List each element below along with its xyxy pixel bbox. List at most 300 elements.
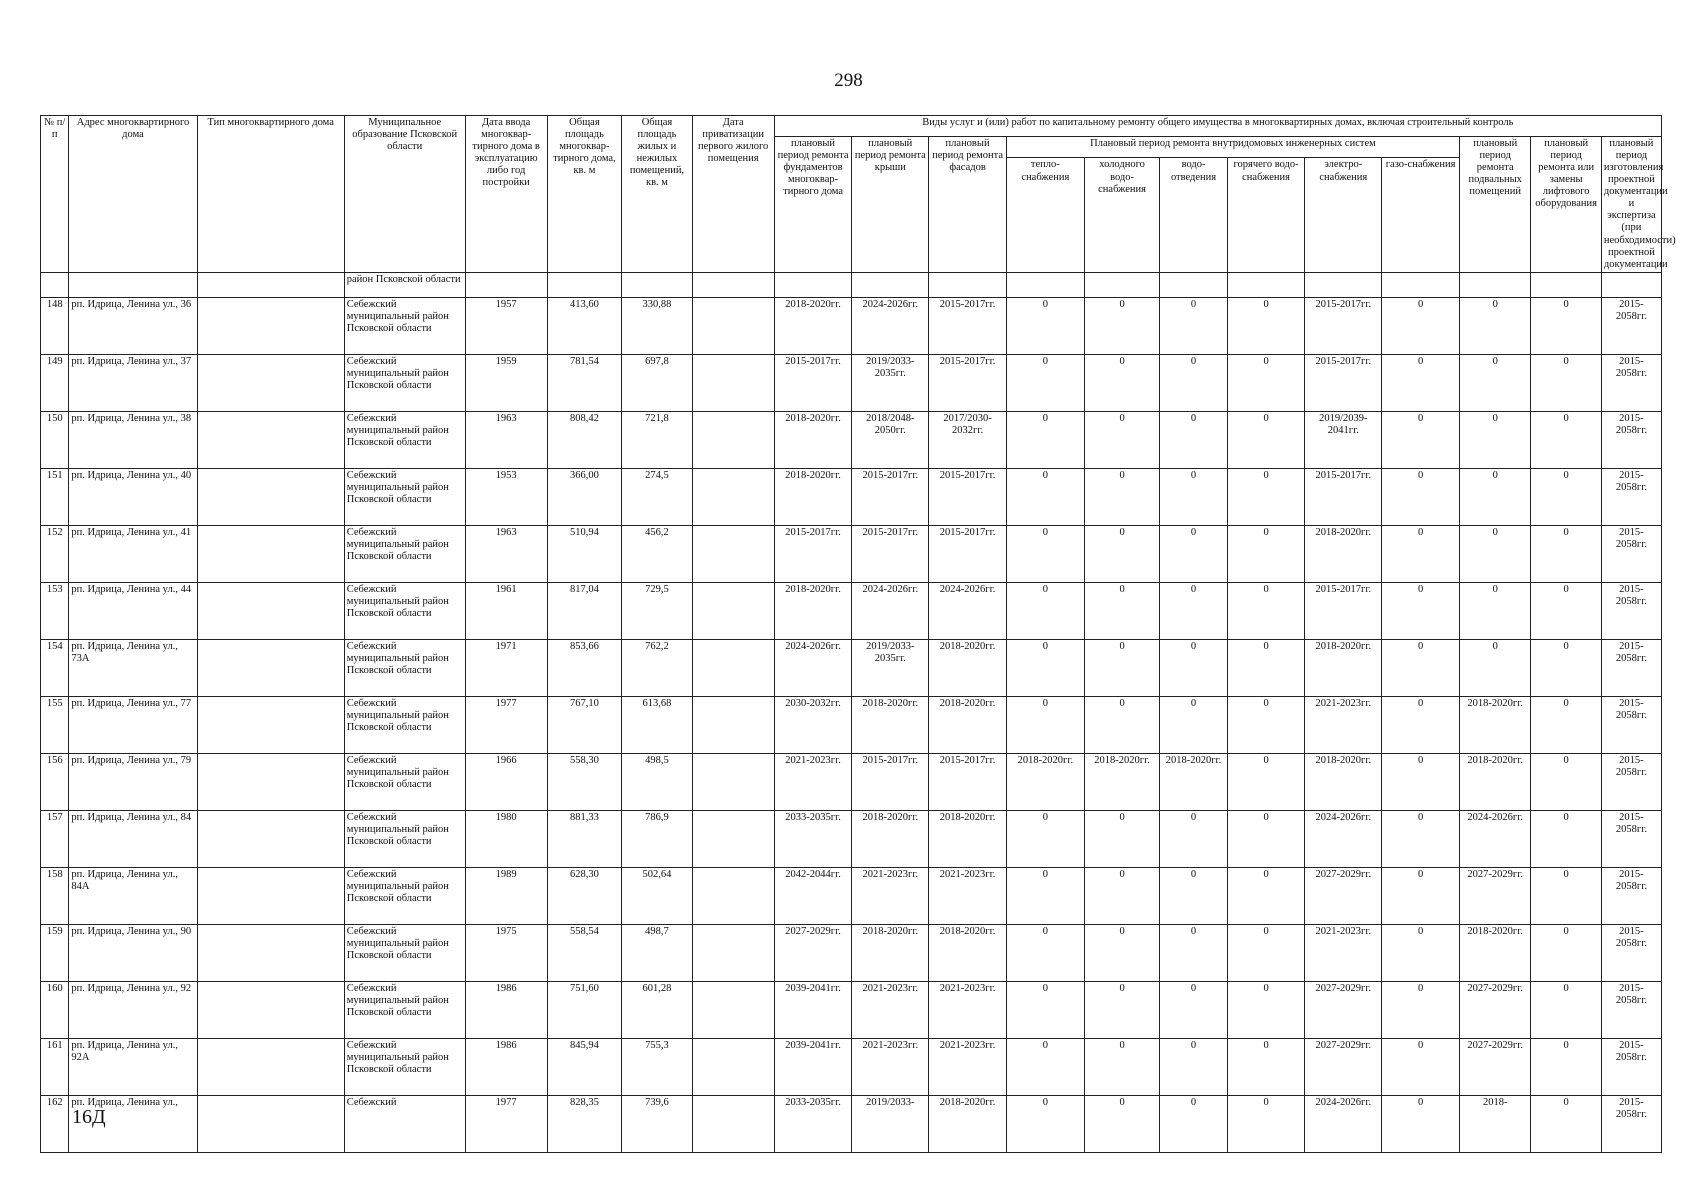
cell-sewer: 0 xyxy=(1160,468,1227,525)
cell-gas: 0 xyxy=(1382,354,1460,411)
table-row xyxy=(41,981,1662,1038)
table-body xyxy=(41,272,1662,1152)
cell-design: 2015-2058гг. xyxy=(1601,297,1661,354)
table-row xyxy=(41,525,1662,582)
cell-design: 2015-2058гг. xyxy=(1601,1095,1661,1152)
cell-privatization xyxy=(692,1038,774,1095)
cell-basement: 2018-2020гг. xyxy=(1459,924,1530,981)
header-date: Дата ввода многоквар-тирного дома в эксплуатацию либо год постройки xyxy=(465,116,547,273)
cell-gas: 0 xyxy=(1382,696,1460,753)
cell-heat: 0 xyxy=(1006,981,1084,1038)
cell-gas: 0 xyxy=(1382,981,1460,1038)
cell-facade: 2015-2017гг. xyxy=(929,468,1007,525)
table-row xyxy=(41,639,1662,696)
header-engineering: Плановый период ремонта внутридомовых инженерных систем xyxy=(1006,137,1459,158)
cell-elevator: 0 xyxy=(1531,810,1601,867)
cell-electric: 2015-2017гг. xyxy=(1305,468,1382,525)
cell-basement: 0 xyxy=(1459,297,1530,354)
cell-type xyxy=(197,924,344,981)
cell-roof: 2015-2017гг. xyxy=(852,525,929,582)
header-design: плановый период изготовления проектной документации и экспертиза (при необходимости) проектной документации xyxy=(1601,137,1661,273)
cell-facade: 2015-2017гг. xyxy=(929,525,1007,582)
cell-facade: 2015-2017гг. xyxy=(929,753,1007,810)
cell-elevator: 0 xyxy=(1531,582,1601,639)
cell-municipality: Себежский муниципальный район Псковской области xyxy=(344,411,465,468)
cell-sewer: 0 xyxy=(1160,297,1227,354)
cell-electric: 2015-2017гг. xyxy=(1305,354,1382,411)
cell-basement: 0 xyxy=(1459,354,1530,411)
header-heat: тепло-снабжения xyxy=(1006,158,1084,272)
table-row xyxy=(41,1095,1662,1152)
cell-address: рп. Идрица, Ленина ул., 84 xyxy=(69,810,197,867)
cell-municipality: Себежский муниципальный район Псковской области xyxy=(344,753,465,810)
header-electric: электро-снабжения xyxy=(1305,158,1382,272)
cell-area-living: 601,28 xyxy=(622,981,692,1038)
cell-electric: 2027-2029гг. xyxy=(1305,1038,1382,1095)
cell-electric: 2021-2023гг. xyxy=(1305,924,1382,981)
cell-num: 159 xyxy=(41,924,69,981)
cell-address: рп. Идрица, Ленина ул., 92 xyxy=(69,981,197,1038)
cell-privatization xyxy=(692,924,774,981)
cell-num: 153 xyxy=(41,582,69,639)
cell-privatization xyxy=(692,1095,774,1152)
table-row xyxy=(41,1038,1662,1095)
cell-privatization xyxy=(692,981,774,1038)
cell-heat: 0 xyxy=(1006,1038,1084,1095)
cell-basement: 0 xyxy=(1459,468,1530,525)
cell-cold-water: 0 xyxy=(1084,582,1160,639)
cell-municipality: Себежский муниципальный район Псковской области xyxy=(344,981,465,1038)
cell-area-total: 767,10 xyxy=(547,696,622,753)
cell-type xyxy=(197,411,344,468)
cell-date: 1961 xyxy=(465,582,547,639)
cell-num: 154 xyxy=(41,639,69,696)
cell-area-total: 817,04 xyxy=(547,582,622,639)
cell-address: рп. Идрица, Ленина ул., 36 xyxy=(69,297,197,354)
cell-date: 1986 xyxy=(465,1038,547,1095)
cell-gas: 0 xyxy=(1382,297,1460,354)
cell-date: 1977 xyxy=(465,696,547,753)
cell-roof: 2018/2048-2050гг. xyxy=(852,411,929,468)
cell-roof: 2024-2026гг. xyxy=(852,297,929,354)
cell-hot-water: 0 xyxy=(1227,981,1305,1038)
cell-hot-water: 0 xyxy=(1227,867,1305,924)
cell-address: рп. Идрица, Ленина ул., 77 xyxy=(69,696,197,753)
cell-municipality: Себежский муниципальный район Псковской области xyxy=(344,810,465,867)
cell-sewer: 0 xyxy=(1160,1095,1227,1152)
cell-basement: 2018- xyxy=(1459,1095,1530,1152)
cell-roof: 2018-2020гг. xyxy=(852,924,929,981)
header-facade: плановый период ремонта фасадов xyxy=(929,137,1007,273)
cell-type xyxy=(197,297,344,354)
cell-type xyxy=(197,981,344,1038)
cell-hot-water: 0 xyxy=(1227,354,1305,411)
cell-design: 2015-2058гг. xyxy=(1601,411,1661,468)
cell-privatization xyxy=(692,753,774,810)
cell-address: рп. Идрица, Ленина ул., 41 xyxy=(69,525,197,582)
cell-area-living: 739,6 xyxy=(622,1095,692,1152)
cell-facade: 2018-2020гг. xyxy=(929,810,1007,867)
cell-cold-water: 0 xyxy=(1084,810,1160,867)
cell-date: 1986 xyxy=(465,981,547,1038)
cell-gas: 0 xyxy=(1382,924,1460,981)
cell-privatization xyxy=(692,867,774,924)
cell-num: 155 xyxy=(41,696,69,753)
cell-area-total: 828,35 xyxy=(547,1095,622,1152)
cell-elevator: 0 xyxy=(1531,525,1601,582)
cell-gas: 0 xyxy=(1382,639,1460,696)
cell-design: 2015-2058гг. xyxy=(1601,1038,1661,1095)
cell-hot-water: 0 xyxy=(1227,753,1305,810)
cell-sewer: 2018-2020гг. xyxy=(1160,753,1227,810)
cell-cold-water: 0 xyxy=(1084,1095,1160,1152)
cell-basement: 0 xyxy=(1459,525,1530,582)
cell-cold-water: 0 xyxy=(1084,1038,1160,1095)
cell-cold-water: 0 xyxy=(1084,981,1160,1038)
cell-design: 2015-2058гг. xyxy=(1601,867,1661,924)
cell-basement: 2018-2020гг. xyxy=(1459,696,1530,753)
cell-design: 2015-2058гг. xyxy=(1601,354,1661,411)
cell-facade: 2021-2023гг. xyxy=(929,867,1007,924)
cell-design: 2015-2058гг. xyxy=(1601,753,1661,810)
cell-heat: 0 xyxy=(1006,810,1084,867)
table-row xyxy=(41,924,1662,981)
header-area-total: Общая площадь многоквар-тирного дома, кв. м xyxy=(547,116,622,273)
cell-type xyxy=(197,1095,344,1152)
cell-roof: 2018-2020гг. xyxy=(852,810,929,867)
cell-sewer: 0 xyxy=(1160,924,1227,981)
header-elevator: плановый период ремонта или замены лифтового оборудования xyxy=(1531,137,1601,273)
cell-area-living: 330,88 xyxy=(622,297,692,354)
cell-area-total: 413,60 xyxy=(547,297,622,354)
cell-type xyxy=(197,582,344,639)
cell-heat: 0 xyxy=(1006,639,1084,696)
cell-area-total: 510,94 xyxy=(547,525,622,582)
cell-electric: 2018-2020гг. xyxy=(1305,753,1382,810)
cell-elevator: 0 xyxy=(1531,468,1601,525)
cell-type xyxy=(197,1038,344,1095)
cell-facade: 2018-2020гг. xyxy=(929,696,1007,753)
cell-roof: 2019/2033-2035гг. xyxy=(852,639,929,696)
cell-hot-water: 0 xyxy=(1227,810,1305,867)
cell-area-living: 755,3 xyxy=(622,1038,692,1095)
cell-elevator: 0 xyxy=(1531,411,1601,468)
cell-gas: 0 xyxy=(1382,468,1460,525)
cell-roof: 2015-2017гг. xyxy=(852,468,929,525)
cell-privatization xyxy=(692,354,774,411)
cell-design: 2015-2058гг. xyxy=(1601,468,1661,525)
cell-sewer: 0 xyxy=(1160,525,1227,582)
cell-municipality: Себежский муниципальный район Псковской области xyxy=(344,354,465,411)
header-privatization: Дата приватизации первого жилого помещения xyxy=(692,116,774,273)
cell-cold-water: 0 xyxy=(1084,354,1160,411)
header-foundation: плановый период ремонта фундаментов многоквар-тирного дома xyxy=(774,137,852,273)
cell-privatization xyxy=(692,639,774,696)
cell-foundation: 2018-2020гг. xyxy=(774,411,852,468)
cell-design: 2015-2058гг. xyxy=(1601,924,1661,981)
cell-foundation: 2015-2017гг. xyxy=(774,354,852,411)
cell-heat: 0 xyxy=(1006,867,1084,924)
cell-basement: 2024-2026гг. xyxy=(1459,810,1530,867)
cell-hot-water: 0 xyxy=(1227,639,1305,696)
cell-sewer: 0 xyxy=(1160,639,1227,696)
cell-roof: 2015-2017гг. xyxy=(852,753,929,810)
header-works: Виды услуг и (или) работ по капитальному ремонту общего имущества в многоквартирных домах, включая строительный контроль xyxy=(774,116,1661,137)
header-roof: плановый период ремонта крыши xyxy=(852,137,929,273)
cell-area-total: 853,66 xyxy=(547,639,622,696)
cell-date: 1966 xyxy=(465,753,547,810)
cell-date: 1963 xyxy=(465,411,547,468)
cell-num: 160 xyxy=(41,981,69,1038)
cell-type xyxy=(197,354,344,411)
cell-hot-water: 0 xyxy=(1227,1038,1305,1095)
cell-basement: 2027-2029гг. xyxy=(1459,1038,1530,1095)
cell-type xyxy=(197,525,344,582)
cell-foundation: 2039-2041гг. xyxy=(774,981,852,1038)
cell-elevator: 0 xyxy=(1531,924,1601,981)
cell-basement: 0 xyxy=(1459,639,1530,696)
cell-foundation: 2027-2029гг. xyxy=(774,924,852,981)
cell-num: 162 xyxy=(41,1095,69,1152)
cell-address: рп. Идрица, Ленина ул., 44 xyxy=(69,582,197,639)
table-row xyxy=(41,696,1662,753)
cell-type xyxy=(197,468,344,525)
cell-area-total: 628,30 xyxy=(547,867,622,924)
cell-sewer: 0 xyxy=(1160,696,1227,753)
cell-roof: 2024-2026гг. xyxy=(852,582,929,639)
table-row xyxy=(41,753,1662,810)
cell-electric: 2018-2020гг. xyxy=(1305,639,1382,696)
cell-electric: 2027-2029гг. xyxy=(1305,867,1382,924)
cell-electric: 2021-2023гг. xyxy=(1305,696,1382,753)
cell-privatization xyxy=(692,525,774,582)
table-row xyxy=(41,411,1662,468)
cell-elevator: 0 xyxy=(1531,1038,1601,1095)
cell-num: 161 xyxy=(41,1038,69,1095)
cell-roof: 2019/2033- xyxy=(852,1095,929,1152)
cell-area-living: 729,5 xyxy=(622,582,692,639)
cell-address: рп. Идрица, Ленина ул., 84А xyxy=(69,867,197,924)
cell-hot-water: 0 xyxy=(1227,468,1305,525)
cell-heat: 0 xyxy=(1006,297,1084,354)
table-row xyxy=(41,297,1662,354)
cell-foundation: 2024-2026гг. xyxy=(774,639,852,696)
cell-heat: 0 xyxy=(1006,525,1084,582)
cell-gas: 0 xyxy=(1382,1038,1460,1095)
cell-facade: 2018-2020гг. xyxy=(929,924,1007,981)
cell-date: 1957 xyxy=(465,297,547,354)
cell-type xyxy=(197,753,344,810)
cell-design: 2015-2058гг. xyxy=(1601,810,1661,867)
cell-elevator: 0 xyxy=(1531,696,1601,753)
cell-num: 150 xyxy=(41,411,69,468)
cell-foundation: 2021-2023гг. xyxy=(774,753,852,810)
cell-heat: 0 xyxy=(1006,924,1084,981)
cell-basement: 2018-2020гг. xyxy=(1459,753,1530,810)
cell-cold-water: 0 xyxy=(1084,924,1160,981)
cell-gas: 0 xyxy=(1382,753,1460,810)
cell-roof: 2021-2023гг. xyxy=(852,981,929,1038)
cell-municipality: Себежский муниципальный район Псковской области xyxy=(344,696,465,753)
cell-electric: 2024-2026гг. xyxy=(1305,810,1382,867)
cell-cold-water: 0 xyxy=(1084,468,1160,525)
cell-electric: 2027-2029гг. xyxy=(1305,981,1382,1038)
cell-elevator: 0 xyxy=(1531,981,1601,1038)
cell-elevator: 0 xyxy=(1531,1095,1601,1152)
cell-municipality: район Псковской области xyxy=(344,272,465,297)
cell-date: 1989 xyxy=(465,867,547,924)
cell-area-total: 558,54 xyxy=(547,924,622,981)
cell-foundation: 2018-2020гг. xyxy=(774,297,852,354)
cell-hot-water: 0 xyxy=(1227,696,1305,753)
cell-privatization xyxy=(692,411,774,468)
cell-num: 158 xyxy=(41,867,69,924)
cell-foundation: 2039-2041гг. xyxy=(774,1038,852,1095)
table-row xyxy=(41,810,1662,867)
cell-heat: 0 xyxy=(1006,411,1084,468)
cell-area-total: 808,42 xyxy=(547,411,622,468)
cell-date: 1953 xyxy=(465,468,547,525)
cell-area-living: 697,8 xyxy=(622,354,692,411)
cell-cold-water: 0 xyxy=(1084,639,1160,696)
cell-heat: 0 xyxy=(1006,354,1084,411)
cell-foundation: 2018-2020гг. xyxy=(774,468,852,525)
cell-privatization xyxy=(692,297,774,354)
cell-design: 2015-2058гг. xyxy=(1601,981,1661,1038)
table-row-continued xyxy=(41,272,1662,297)
cell-elevator: 0 xyxy=(1531,297,1601,354)
cell-cold-water: 0 xyxy=(1084,867,1160,924)
cell-elevator: 0 xyxy=(1531,753,1601,810)
cell-area-total: 366,00 xyxy=(547,468,622,525)
cell-design: 2015-2058гг. xyxy=(1601,639,1661,696)
cell-electric: 2019/2039-2041гг. xyxy=(1305,411,1382,468)
cell-type xyxy=(197,810,344,867)
capital-repair-table xyxy=(40,115,1676,1153)
cell-area-total: 845,94 xyxy=(547,1038,622,1095)
cell-municipality: Себежский муниципальный район Псковской области xyxy=(344,639,465,696)
header-gas: газо-снабжения xyxy=(1382,158,1460,272)
cell-electric: 2015-2017гг. xyxy=(1305,297,1382,354)
header-type: Тип многоквартирного дома xyxy=(197,116,344,273)
cell-cold-water: 2018-2020гг. xyxy=(1084,753,1160,810)
cell-date: 1977 xyxy=(465,1095,547,1152)
cell-address: рп. Идрица, Ленина ул., 40 xyxy=(69,468,197,525)
cell-foundation: 2033-2035гг. xyxy=(774,810,852,867)
cell-electric: 2015-2017гг. xyxy=(1305,582,1382,639)
cell-basement: 0 xyxy=(1459,411,1530,468)
header-address: Адрес многоквартирного дома xyxy=(69,116,197,273)
cell-area-living: 786,9 xyxy=(622,810,692,867)
cell-foundation: 2033-2035гг. xyxy=(774,1095,852,1152)
cell-area-living: 721,8 xyxy=(622,411,692,468)
cell-area-living: 274,5 xyxy=(622,468,692,525)
header-municipality: Муниципальное образование Псковской области xyxy=(344,116,465,273)
cell-facade: 2015-2017гг. xyxy=(929,297,1007,354)
cell-municipality: Себежский муниципальный район Псковской области xyxy=(344,1038,465,1095)
cell-hot-water: 0 xyxy=(1227,582,1305,639)
cell-foundation: 2042-2044гг. xyxy=(774,867,852,924)
cell-heat: 0 xyxy=(1006,1095,1084,1152)
cell-address: рп. Идрица, Ленина ул., 90 xyxy=(69,924,197,981)
cell-privatization xyxy=(692,468,774,525)
cell-type xyxy=(197,867,344,924)
cell-area-living: 762,2 xyxy=(622,639,692,696)
cell-facade: 2017/2030-2032гг. xyxy=(929,411,1007,468)
cell-municipality: Себежский xyxy=(344,1095,465,1152)
cell-municipality: Себежский муниципальный район Псковской области xyxy=(344,525,465,582)
cell-area-living: 613,68 xyxy=(622,696,692,753)
cell-facade: 2021-2023гг. xyxy=(929,1038,1007,1095)
cell-num: 157 xyxy=(41,810,69,867)
cell-municipality: Себежский муниципальный район Псковской области xyxy=(344,468,465,525)
cell-sewer: 0 xyxy=(1160,354,1227,411)
cell-address: рп. Идрица, Ленина ул., xyxy=(69,1095,197,1152)
cell-address: рп. Идрица, Ленина ул., 79 xyxy=(69,753,197,810)
cell-roof: 2021-2023гг. xyxy=(852,867,929,924)
cell-num: 151 xyxy=(41,468,69,525)
cell-sewer: 0 xyxy=(1160,582,1227,639)
cell-privatization xyxy=(692,810,774,867)
cell-sewer: 0 xyxy=(1160,411,1227,468)
cell-num: 156 xyxy=(41,753,69,810)
cell-municipality: Себежский муниципальный район Псковской области xyxy=(344,867,465,924)
cell-sewer: 0 xyxy=(1160,981,1227,1038)
cell-cold-water: 0 xyxy=(1084,411,1160,468)
cell-facade: 2018-2020гг. xyxy=(929,639,1007,696)
cell-date: 1959 xyxy=(465,354,547,411)
cell-gas: 0 xyxy=(1382,411,1460,468)
cell-municipality: Себежский муниципальный район Псковской области xyxy=(344,924,465,981)
table-row xyxy=(41,468,1662,525)
cell-address: рп. Идрица, Ленина ул., 37 xyxy=(69,354,197,411)
cell-address: рп. Идрица, Ленина ул., 73А xyxy=(69,639,197,696)
cell-basement: 2027-2029гг. xyxy=(1459,867,1530,924)
cell-facade: 2018-2020гг. xyxy=(929,1095,1007,1152)
cell-area-living: 498,7 xyxy=(622,924,692,981)
cell-roof: 2019/2033-2035гг. xyxy=(852,354,929,411)
cell-date: 1963 xyxy=(465,525,547,582)
header-area-living: Общая площадь жилых и нежилых помещений, кв. м xyxy=(622,116,692,273)
cell-municipality: Себежский муниципальный район Псковской области xyxy=(344,297,465,354)
cell-area-total: 558,30 xyxy=(547,753,622,810)
cell-heat: 0 xyxy=(1006,468,1084,525)
cell-sewer: 0 xyxy=(1160,867,1227,924)
cell-type xyxy=(197,696,344,753)
cell-hot-water: 0 xyxy=(1227,924,1305,981)
cell-address: рп. Идрица, Ленина ул., 92А xyxy=(69,1038,197,1095)
table-row xyxy=(41,867,1662,924)
cell-hot-water: 0 xyxy=(1227,1095,1305,1152)
cell-cold-water: 0 xyxy=(1084,297,1160,354)
cell-basement: 0 xyxy=(1459,582,1530,639)
cell-area-total: 781,54 xyxy=(547,354,622,411)
cell-facade: 2021-2023гг. xyxy=(929,981,1007,1038)
cell-area-living: 502,64 xyxy=(622,867,692,924)
cell-num: 149 xyxy=(41,354,69,411)
cell-privatization xyxy=(692,696,774,753)
table-row xyxy=(41,354,1662,411)
cell-foundation: 2015-2017гг. xyxy=(774,525,852,582)
cell-design: 2015-2058гг. xyxy=(1601,582,1661,639)
cell-date: 1975 xyxy=(465,924,547,981)
cell-foundation: 2030-2032гг. xyxy=(774,696,852,753)
header-hot-water: горячего водо-снабжения xyxy=(1227,158,1305,272)
cell-roof: 2021-2023гг. xyxy=(852,1038,929,1095)
cell-facade: 2015-2017гг. xyxy=(929,354,1007,411)
cell-type xyxy=(197,639,344,696)
cell-heat: 0 xyxy=(1006,696,1084,753)
